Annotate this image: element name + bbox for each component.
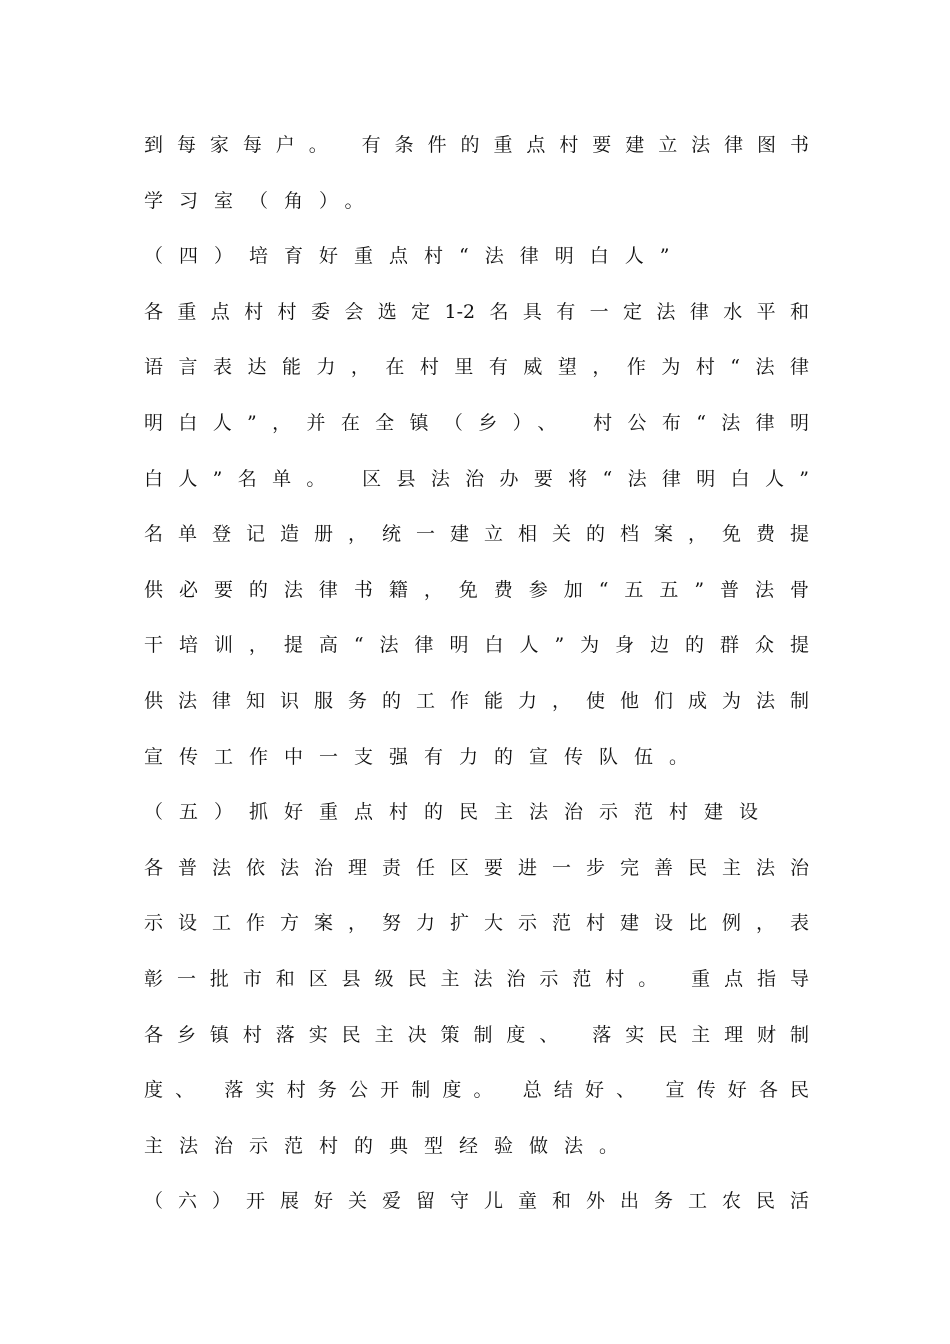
- text-line: 主法治示范村的典型经验做法。: [144, 1134, 635, 1157]
- text-line: 明白人”，并在全镇（乡）、 村公布“法律明: [144, 412, 809, 434]
- text-line: 度、 落实村务公开制度。 总结好、 宣传好各民: [144, 1079, 809, 1102]
- text-line: 各乡镇村落实民主决策制度、 落实民主理财制: [144, 1023, 809, 1046]
- text-line: 语言表达能力，在村里有威望，作为村“法律: [144, 356, 809, 379]
- text-line: 供必要的法律书籍，免费参加“五五”普法骨: [144, 578, 809, 601]
- text-line: 各重点村村委会选定1-2名具有一定法律水平和: [144, 300, 809, 323]
- text-line: 宣传工作中一支强有力的宣传队伍。: [144, 745, 705, 768]
- text-line: 彰一批市和区县级民主法治示范村。 重点指导: [144, 968, 809, 990]
- text-line: （四）培育好重点村“法律明白人”: [144, 245, 686, 268]
- text-line: 供法律知识服务的工作能力，使他们成为法制: [144, 690, 809, 712]
- text-line: 到每家每户。 有条件的重点村要建立法律图书: [144, 134, 809, 156]
- text-line: 名单登记造册，统一建立相关的档案，免费提: [144, 523, 809, 546]
- text-line: 白人”名单。 区县法治办要将“法律明白人”: [144, 467, 809, 490]
- text-line: 干培训，提高“法律明白人”为身边的群众提: [144, 634, 809, 657]
- text-line: （六）开展好关爱留守儿童和外出务工农民活: [144, 1190, 809, 1213]
- text-line: 各普法依法治理责任区要进一步完善民主法治: [144, 856, 809, 879]
- text-line: 学习室（角）。: [144, 189, 380, 212]
- text-line: （五）抓好重点村的民主法治示范村建设: [144, 801, 775, 824]
- text-line: 示设工作方案，努力扩大示范村建设比例，表: [144, 912, 809, 935]
